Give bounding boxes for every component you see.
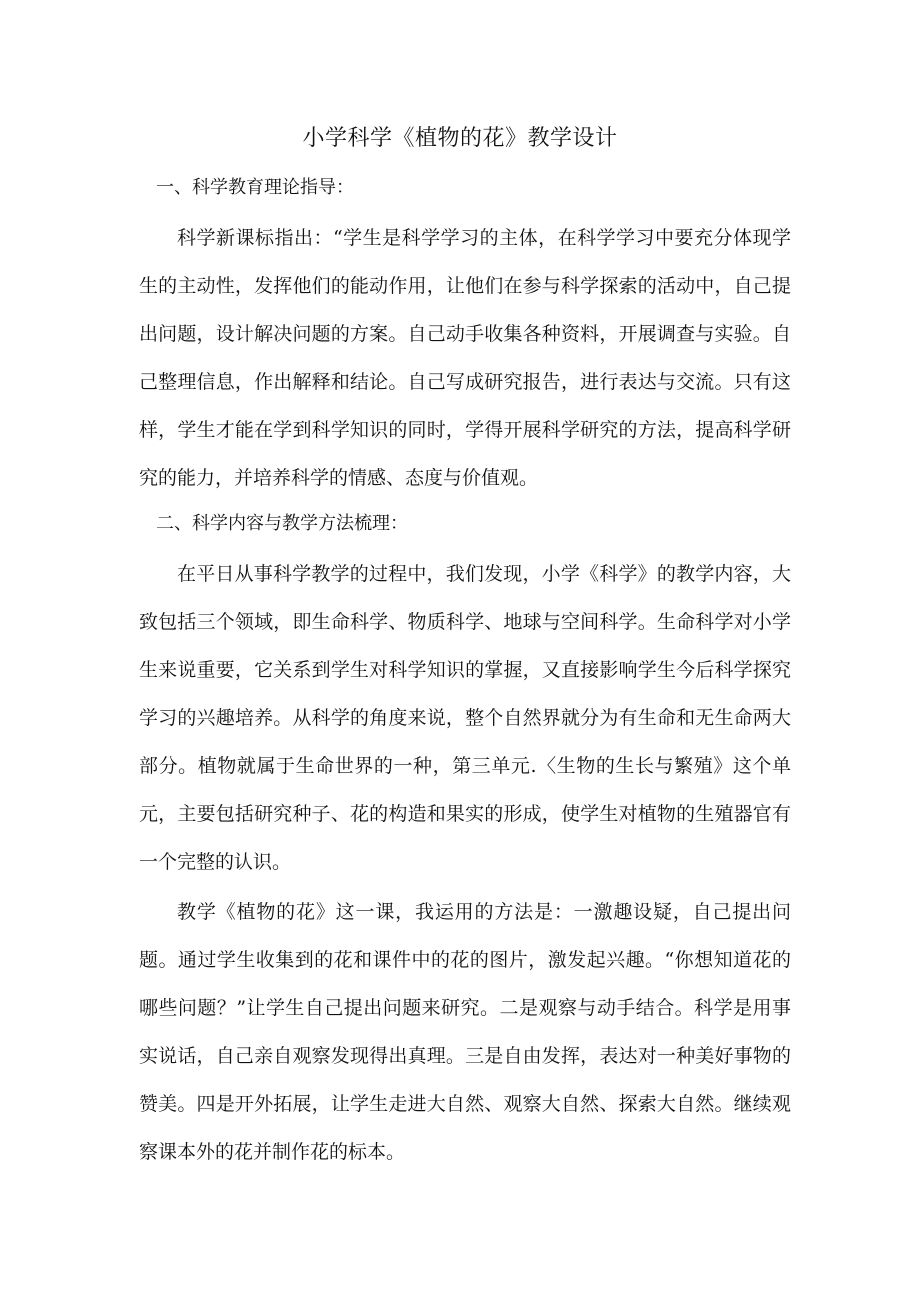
document-title: 小学科学《植物的花》教学设计 bbox=[302, 126, 618, 151]
paragraph-teaching-methods: 教学《植物的花》这一课，我运用的方法是：一激趣设疑，自己提出问题。通过学生收集到的花和课件中的花的图片，激发起兴趣。“你想知道花的哪些问题？”让学生自己提出问题来研究。二是观察与动手结合。科学是用事实说话，自己亲自观察发现得出真理。三是自由发挥，表达对一种美好事物的赞美。四是开外拓展，让学生走进大自然、观察大自然、探索大自然。继续观察课本外的花并制作花的标本。 bbox=[139, 901, 791, 1163]
section-heading-methods: 二、科学内容与教学方法梳理： bbox=[156, 513, 408, 534]
paragraph-content-overview: 在平日从事科学教学的过程中，我们发现，小学《科学》的教学内容，大致包括三个领域，即生命科学、物质科学、地球与空间科学。生命科学对小学生来说重要，它关系到学生对科学知识的掌握，又直接影响学生今后科学探究学习的兴趣培养。从科学的角度来说，整个自然界就分为有生命和无生命两大部分。植物就属于生命世界的一种，第三单元.〈生物的生长与繁殖》这个单元，主要包括研究种子、花的构造和果实的形成，使学生对植物的生殖器官有一个完整的认识。 bbox=[139, 563, 791, 873]
section-heading-theory: 一、科学教育理论指导： bbox=[156, 177, 354, 198]
paragraph-theory: 科学新课标指出：“学生是科学学习的主体，在科学学习中要充分体现学生的主动性，发挥他们的能动作用，让他们在参与科学探索的活动中，自己提出问题，设计解决问题的方案。自己动手收集各种资料，开展调查与实验。自己整理信息，作出解释和结论。自己写成研究报告，进行表达与交流。只有这样，学生才能在学到科学知识的同时，学得开展科学研究的方法，提高科学研究的能力，并培养科学的情感、态度与价值观。 bbox=[139, 227, 791, 489]
